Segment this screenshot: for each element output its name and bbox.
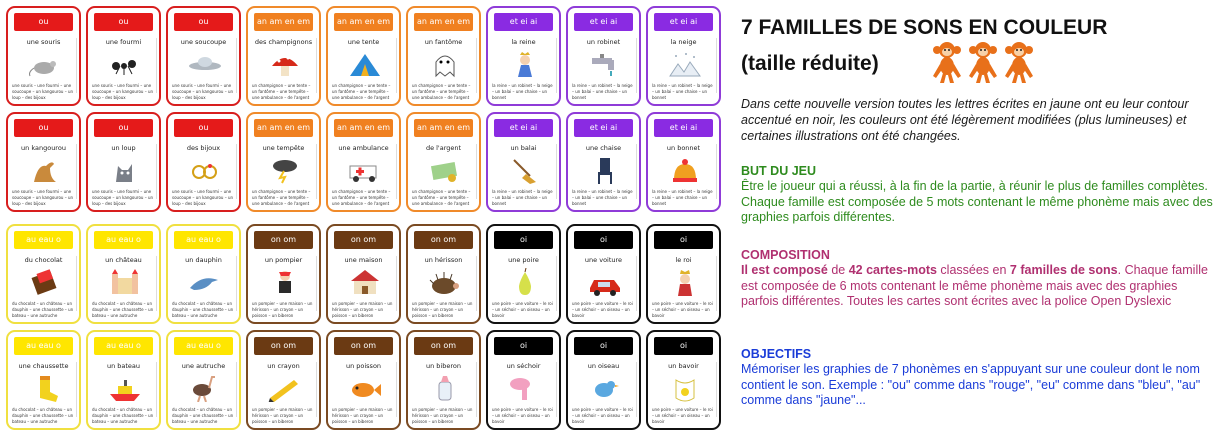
card-family-list: un pompier – une maison – un hérisson – un crayon – un poisson – un biberon: [252, 407, 313, 424]
card-side-note: [556, 144, 557, 199]
card-family-list: la reine – un robinet – la neige – un balai – une chaise – un bonnet: [572, 83, 633, 100]
chair-icon: [586, 156, 624, 184]
card-side-note: [556, 362, 557, 417]
card-family-list: la reine – un robinet – la neige – un balai – une chaise – un bonnet: [492, 83, 553, 100]
card-word: une autruche: [181, 362, 226, 370]
card-family-list: une souris – une fourmi – une soucoupe – un kangourou – un loup – des bijoux: [92, 189, 154, 206]
broom-icon: [506, 156, 544, 184]
card-family-label: oi: [574, 231, 633, 249]
composition-bold-3: 7 familles de sons: [1009, 263, 1118, 277]
card-word: une tente: [347, 38, 380, 46]
card-word: un bavoir: [668, 362, 699, 370]
word-card: [566, 330, 641, 430]
card-word: une tempête: [262, 144, 305, 152]
chocolate-icon: [26, 268, 64, 296]
card-family-label: an am en em: [414, 119, 473, 137]
card-side-note: [476, 144, 477, 199]
intro-text: Dans cette nouvelle version toutes les lettres écrites en jaune ont eu leur contour accentué en noir, les couleurs ont été légèrement modifiées (plus lumineuses) et certaines illustrations ont été changées.: [741, 97, 1189, 143]
rings-icon: [186, 156, 224, 184]
card-family-list: du chocolat – un château – un dauphin – une chaussette – un bateau – une autruche: [12, 301, 74, 318]
card-family-label: ou: [14, 119, 73, 137]
card-family-list: une poire – une voiture – le roi – un séchoir – un oiseau – un bavoir: [652, 301, 713, 318]
firefighter-icon: [266, 268, 304, 296]
card-grid: [6, 6, 730, 442]
card-side-note: [236, 362, 237, 417]
card-family-label: an am en em: [254, 13, 313, 31]
card-family-list: une souris – une fourmi – une soucoupe – un kangourou – un loup – des bijoux: [12, 189, 74, 206]
card-side-note: [636, 144, 637, 199]
card-word: un bonnet: [666, 144, 701, 152]
card-word: une chaussette: [18, 362, 69, 370]
card-family-list: une poire – une voiture – le roi – un séchoir – un oiseau – un bavoir: [652, 407, 713, 424]
composition-text: [741, 263, 1215, 310]
page-subtitle: (taille réduite): [741, 52, 879, 75]
card-family-label: et ei ai: [574, 13, 633, 31]
card-family-label: on om: [254, 231, 313, 249]
card-family-list: un pompier – une maison – un hérisson – un crayon – un poisson – un biberon: [252, 301, 313, 318]
card-family-list: la reine – un robinet – la neige – un balai – une chaise – un bonnet: [492, 189, 553, 206]
card-word: un bateau: [106, 362, 141, 370]
card-word: la neige: [670, 38, 697, 46]
card-family-label: au eau o: [174, 231, 233, 249]
card-family-list: du chocolat – un château – un dauphin – une chaussette – un bateau – une autruche: [92, 301, 154, 318]
word-card: [166, 224, 241, 324]
card-family-list: une poire – une voiture – le roi – un séchoir – un oiseau – un bavoir: [572, 407, 633, 424]
composition-bold-1: Il est composé: [741, 263, 828, 277]
card-side-note: [236, 38, 237, 93]
card-family-label: et ei ai: [494, 119, 553, 137]
card-side-note: [716, 38, 717, 93]
card-family-list: une souris – une fourmi – une soucoupe – un kangourou – un loup – des bijoux: [92, 83, 154, 100]
card-word: un kangourou: [21, 144, 66, 152]
card-family-label: au eau o: [14, 231, 73, 249]
word-card: [486, 6, 561, 106]
tent-icon: [346, 50, 384, 78]
but-heading: BUT DU JEU: [741, 164, 817, 178]
but-text: Être le joueur qui a réussi, à la fin de la partie, à réunir le plus de familles complètes. Chaque famille est composée de 5 mots contenant le même phonème mais avec des graphies parfois différentes.: [741, 179, 1213, 224]
ghost-icon: [426, 50, 464, 78]
card-family-list: un pompier – une maison – un hérisson – un crayon – un poisson – un biberon: [412, 407, 473, 424]
composition-plain-1: de: [827, 263, 849, 277]
card-family-label: an am en em: [334, 13, 393, 31]
card-family-label: et ei ai: [654, 13, 713, 31]
card-family-label: an am en em: [334, 119, 393, 137]
card-word: du chocolat: [24, 256, 63, 264]
card-word: un biberon: [426, 362, 461, 370]
card-family-label: ou: [174, 13, 233, 31]
card-side-note: [476, 256, 477, 311]
word-card: [86, 6, 161, 106]
kangaroo-icon: [26, 156, 64, 184]
card-family-label: oi: [654, 231, 713, 249]
card-family-list: un champignon – une tente – un fantôme – une tempête – une ambulance – de l'argent: [412, 83, 471, 100]
card-side-note: [76, 144, 77, 199]
card-side-note: [396, 256, 397, 311]
card-side-note: [316, 38, 317, 93]
card-family-list: une poire – une voiture – le roi – un séchoir – un oiseau – un bavoir: [492, 301, 553, 318]
card-family-list: un champignon – une tente – un fantôme – une tempête – une ambulance – de l'argent: [252, 83, 311, 100]
card-word: un loup: [111, 144, 136, 152]
car-icon: [586, 268, 624, 296]
word-card: [326, 224, 401, 324]
card-family-label: oi: [494, 231, 553, 249]
word-card: [486, 112, 561, 212]
card-word: un fantôme: [424, 38, 463, 46]
card-word: un crayon: [267, 362, 300, 370]
tap-icon: [586, 50, 624, 78]
card-side-note: [556, 38, 557, 93]
word-card: [486, 224, 561, 324]
card-word: la reine: [511, 38, 536, 46]
card-word: une souris: [26, 38, 61, 46]
card-family-label: an am en em: [414, 13, 473, 31]
card-family-list: un pompier – une maison – un hérisson – un crayon – un poisson – un biberon: [412, 301, 473, 318]
card-word: une voiture: [584, 256, 623, 264]
card-word: de l'argent: [425, 144, 462, 152]
sock-icon: [26, 374, 64, 402]
composition-heading: COMPOSITION: [741, 248, 830, 262]
card-family-label: au eau o: [174, 337, 233, 355]
word-card: [486, 330, 561, 430]
card-side-note: [396, 38, 397, 93]
hedgehog-icon: [426, 268, 464, 296]
card-family-label: au eau o: [94, 337, 153, 355]
word-card: [566, 224, 641, 324]
card-family-label: an am en em: [254, 119, 313, 137]
card-side-note: [716, 362, 717, 417]
dryer-icon: [506, 374, 544, 402]
card-family-label: on om: [254, 337, 313, 355]
hat-icon: [666, 156, 704, 184]
card-family-label: on om: [414, 337, 473, 355]
card-side-note: [716, 256, 717, 311]
card-family-list: un champignon – une tente – un fantôme – une tempête – une ambulance – de l'argent: [252, 189, 311, 206]
card-family-list: un champignon – une tente – un fantôme – une tempête – une ambulance – de l'argent: [332, 189, 391, 206]
card-side-note: [556, 256, 557, 311]
card-word: une fourmi: [105, 38, 142, 46]
card-side-note: [236, 144, 237, 199]
word-card: [566, 112, 641, 212]
card-side-note: [76, 362, 77, 417]
ambulance-icon: [346, 156, 384, 184]
card-word: une poire: [508, 256, 539, 264]
card-word: une ambulance: [338, 144, 389, 152]
card-family-label: et ei ai: [494, 13, 553, 31]
card-word: des bijoux: [186, 144, 221, 152]
pencil-icon: [266, 374, 304, 402]
card-side-note: [636, 362, 637, 417]
ant-icon: [106, 50, 144, 78]
card-word: un séchoir: [506, 362, 541, 370]
card-family-list: un pompier – une maison – un hérisson – un crayon – un poisson – un biberon: [332, 407, 393, 424]
card-family-label: ou: [174, 119, 233, 137]
card-side-note: [396, 144, 397, 199]
word-card: [6, 330, 81, 430]
storm-icon: [266, 156, 304, 184]
card-family-list: une poire – une voiture – le roi – un séchoir – un oiseau – un bavoir: [492, 407, 553, 424]
card-family-label: et ei ai: [574, 119, 633, 137]
mouse-icon: [26, 50, 64, 78]
word-card: [6, 6, 81, 106]
queen-icon: [506, 50, 544, 78]
card-family-list: une souris – une fourmi – une soucoupe – un kangourou – un loup – des bijoux: [172, 83, 234, 100]
card-side-note: [716, 144, 717, 199]
card-side-note: [236, 256, 237, 311]
word-card: [326, 6, 401, 106]
objectifs-text: Mémoriser les graphies de 7 phonèmes en s'appuyant sur une couleur dont le nom contient le son. Exemple : "ou" comme dans "rouge", "eu" comme dans "bleu", "au" comme dans "jaune"...: [741, 362, 1201, 407]
dolphin-icon: [186, 268, 224, 296]
ostrich-icon: [186, 374, 224, 402]
card-family-label: oi: [574, 337, 633, 355]
card-family-list: un pompier – une maison – un hérisson – un crayon – un poisson – un biberon: [332, 301, 393, 318]
word-card: [646, 112, 721, 212]
card-side-note: [316, 362, 317, 417]
word-card: [246, 6, 321, 106]
mushroom-icon: [266, 50, 304, 78]
card-side-note: [316, 144, 317, 199]
card-word: une maison: [344, 256, 383, 264]
card-family-list: la reine – un robinet – la neige – un balai – une chaise – un bonnet: [652, 189, 713, 206]
word-card: [166, 112, 241, 212]
card-family-list: du chocolat – un château – un dauphin – une chaussette – un bateau – une autruche: [172, 407, 234, 424]
word-card: [246, 112, 321, 212]
card-side-note: [396, 362, 397, 417]
king-icon: [666, 268, 704, 296]
card-side-note: [156, 362, 157, 417]
card-family-list: du chocolat – un château – un dauphin – une chaussette – un bateau – une autruche: [92, 407, 154, 424]
word-card: [566, 6, 641, 106]
card-word: un château: [105, 256, 142, 264]
fish-icon: [346, 374, 384, 402]
composition-plain-3: .: [1117, 263, 1122, 277]
card-family-list: la reine – un robinet – la neige – un balai – une chaise – un bonnet: [572, 189, 633, 206]
composition-bold-2: 42 cartes-mots: [848, 263, 937, 277]
card-word: le roi: [675, 256, 692, 264]
card-side-note: [316, 256, 317, 311]
monkeys-icon: [931, 40, 1035, 84]
boat-icon: [106, 374, 144, 402]
card-side-note: [156, 256, 157, 311]
card-side-note: [636, 256, 637, 311]
card-word: un oiseau: [587, 362, 620, 370]
word-card: [406, 6, 481, 106]
card-word: des champignons: [254, 38, 313, 46]
page-title: 7 FAMILLES DE SONS EN COULEUR: [741, 16, 1108, 39]
card-family-label: oi: [494, 337, 553, 355]
card-family-label: on om: [334, 231, 393, 249]
card-family-list: du chocolat – un château – un dauphin – une chaussette – un bateau – une autruche: [172, 301, 234, 318]
card-word: une soucoupe: [180, 38, 227, 46]
word-card: [166, 330, 241, 430]
card-word: une chaise: [585, 144, 622, 152]
word-card: [406, 224, 481, 324]
card-word: un dauphin: [185, 256, 222, 264]
bottle-icon: [426, 374, 464, 402]
card-family-label: on om: [334, 337, 393, 355]
castle-icon: [106, 268, 144, 296]
word-card: [246, 224, 321, 324]
ufo-icon: [186, 50, 224, 78]
word-card: [646, 6, 721, 106]
composition-detail: Chaque famille est composée de 6 mots contenant le même phonème mais avec des graphies parfois différentes. Toutes les cartes sont écrites avec la police Open Dyslexic: [741, 263, 1208, 308]
card-family-label: ou: [14, 13, 73, 31]
word-card: [6, 112, 81, 212]
card-family-label: ou: [94, 13, 153, 31]
word-card: [646, 330, 721, 430]
wolf-icon: [106, 156, 144, 184]
bib-icon: [666, 374, 704, 402]
word-card: [86, 224, 161, 324]
card-family-list: un champignon – une tente – un fantôme – une tempête – une ambulance – de l'argent: [332, 83, 391, 100]
card-side-note: [636, 38, 637, 93]
card-word: un poisson: [345, 362, 382, 370]
word-card: [326, 330, 401, 430]
card-side-note: [76, 256, 77, 311]
snow-icon: [666, 50, 704, 78]
word-card: [6, 224, 81, 324]
card-word: un balai: [510, 144, 537, 152]
bird-icon: [586, 374, 624, 402]
card-family-label: oi: [654, 337, 713, 355]
card-family-label: ou: [94, 119, 153, 137]
card-family-label: on om: [414, 231, 473, 249]
card-side-note: [156, 38, 157, 93]
card-side-note: [476, 38, 477, 93]
money-icon: [426, 156, 464, 184]
card-word: un robinet: [586, 38, 621, 46]
word-card: [86, 330, 161, 430]
pear-icon: [506, 268, 544, 296]
card-family-list: un champignon – une tente – un fantôme – une tempête – une ambulance – de l'argent: [412, 189, 471, 206]
card-word: un pompier: [264, 256, 303, 264]
card-side-note: [76, 38, 77, 93]
word-card: [406, 330, 481, 430]
card-family-list: une poire – une voiture – le roi – un séchoir – un oiseau – un bavoir: [572, 301, 633, 318]
card-word: un hérisson: [424, 256, 463, 264]
word-card: [646, 224, 721, 324]
card-side-note: [476, 362, 477, 417]
word-card: [326, 112, 401, 212]
objectifs-heading: OBJECTIFS: [741, 347, 812, 361]
card-family-list: la reine – un robinet – la neige – un balai – une chaise – un bonnet: [652, 83, 713, 100]
card-family-label: au eau o: [14, 337, 73, 355]
word-card: [246, 330, 321, 430]
word-card: [166, 6, 241, 106]
card-family-label: au eau o: [94, 231, 153, 249]
card-side-note: [156, 144, 157, 199]
card-family-list: une souris – une fourmi – une soucoupe – un kangourou – un loup – des bijoux: [12, 83, 74, 100]
word-card: [86, 112, 161, 212]
card-family-label: et ei ai: [654, 119, 713, 137]
card-family-list: une souris – une fourmi – une soucoupe – un kangourou – un loup – des bijoux: [172, 189, 234, 206]
word-card: [406, 112, 481, 212]
house-icon: [346, 268, 384, 296]
composition-plain-2: classées en: [936, 263, 1010, 277]
card-family-list: du chocolat – un château – un dauphin – une chaussette – un bateau – une autruche: [12, 407, 74, 424]
